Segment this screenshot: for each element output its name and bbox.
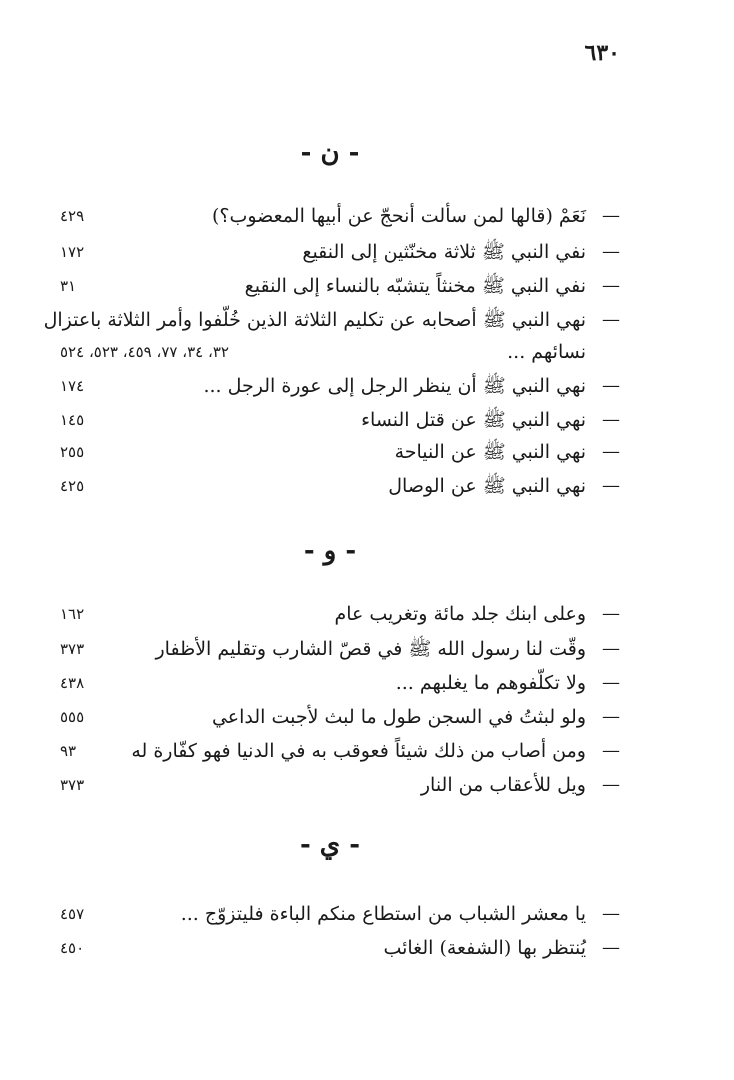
entry-text: وعلى ابنك جلد مائة وتغريب عام — [334, 603, 586, 625]
entry-pages: ١٧٢ — [60, 243, 85, 261]
entry-dash: — — [602, 672, 620, 693]
entry-dash: — — [602, 275, 620, 296]
entry-dash: — — [602, 638, 620, 659]
entry-dash: — — [602, 706, 620, 727]
entry-text: ويل للأعقاب من النار — [420, 774, 586, 796]
entry-text: نهي النبي ﷺ أصحابه عن تكليم الثلاثة الذين خُلّفوا وأمر الثلاثة باعتزال — [43, 309, 586, 331]
entry-dash: — — [602, 205, 620, 226]
entry-text: ولو لبثتُ في السجن طول ما لبث لأجبت الداعي — [211, 706, 586, 728]
index-entry — [50, 769, 620, 801]
entry-text: نَعَمْ (قالها لمن سألت أنحجّ عن أبيها المعضوب؟) — [211, 205, 586, 227]
index-entry — [50, 270, 620, 302]
entry-dash: — — [602, 475, 620, 496]
entry-pages: ٣٧٣ — [60, 640, 85, 658]
entry-pages: ٢٥٥ — [60, 443, 85, 461]
entry-text: نفي النبي ﷺ مخنثاً يتشبّه بالنساء إلى النقيع — [244, 275, 586, 297]
entry-text: نهي النبي ﷺ عن الوصال — [388, 475, 586, 497]
entry-pages: ١٤٥ — [60, 411, 85, 429]
entry-text: ومن أصاب من ذلك شيئاً فعوقب به في الدنيا فهو كفّارة له — [131, 740, 586, 762]
entry-dash: — — [602, 309, 620, 330]
entry-pages: ٣٢، ٣٤، ٧٧، ٤٥٩، ٥٢٣، ٥٢٤ — [60, 343, 229, 361]
entry-dash: — — [602, 409, 620, 430]
entry-pages: ٤٢٩ — [60, 207, 85, 225]
entry-text: نهي النبي ﷺ عن النياحة — [394, 441, 586, 463]
entry-pages: ٩٣ — [60, 742, 77, 760]
entry-pages: ٥٥٥ — [60, 708, 85, 726]
index-entry-continuation — [50, 336, 620, 368]
page-number: ٦٣٠ — [584, 40, 620, 66]
index-entry — [50, 932, 620, 964]
entry-text: يُنتظر بها (الشفعة) الغائب — [383, 937, 586, 959]
entry-pages: ٤٥٧ — [60, 905, 85, 923]
entry-dash: — — [602, 903, 620, 924]
entry-pages: ٣٧٣ — [60, 776, 85, 794]
entry-dash: — — [602, 774, 620, 795]
section-heading-noon: - ن - — [300, 138, 360, 168]
entry-dash: — — [602, 937, 620, 958]
index-entry — [50, 701, 620, 733]
entry-text: نسائهم ... — [507, 341, 586, 363]
index-entry — [50, 735, 620, 767]
section-heading-yaa: - ي - — [299, 830, 361, 860]
entry-dash: — — [602, 740, 620, 761]
entry-text: نهي النبي ﷺ أن ينظر الرجل إلى عورة الرجل ... — [203, 375, 586, 397]
entry-text: يا معشر الشباب من استطاع منكم الباءة فليتزوّج ... — [180, 903, 586, 925]
entry-dash: — — [602, 241, 620, 262]
index-entry — [50, 598, 620, 630]
entry-pages: ١٧٤ — [60, 377, 85, 395]
index-entry — [50, 436, 620, 468]
entry-dash: — — [602, 441, 620, 462]
index-entry — [50, 236, 620, 268]
entry-pages: ٤٥٠ — [60, 939, 85, 957]
index-entry — [50, 898, 620, 930]
entry-pages: ٣١ — [60, 277, 77, 295]
entry-pages: ٤٢٥ — [60, 477, 85, 495]
index-entry — [50, 404, 620, 436]
entry-text: نفي النبي ﷺ ثلاثة مخنّثين إلى النقيع — [302, 241, 586, 263]
index-entry — [50, 667, 620, 699]
section-heading-waw: - و - — [303, 536, 357, 566]
entry-dash: — — [602, 375, 620, 396]
index-entry — [50, 200, 620, 232]
index-entry — [50, 370, 620, 402]
index-entry — [50, 633, 620, 665]
entry-text: نهي النبي ﷺ عن قتل النساء — [361, 409, 586, 431]
index-entry — [43, 304, 620, 336]
index-entry — [50, 470, 620, 502]
entry-pages: ٤٣٨ — [60, 674, 85, 692]
entry-pages: ١٦٢ — [60, 605, 85, 623]
entry-text: ولا تكلّفوهم ما يغلبهم ... — [395, 672, 586, 694]
entry-text: وقّت لنا رسول الله ﷺ في قصّ الشارب وتقليم الأظفار — [155, 638, 586, 660]
entry-dash: — — [602, 603, 620, 624]
